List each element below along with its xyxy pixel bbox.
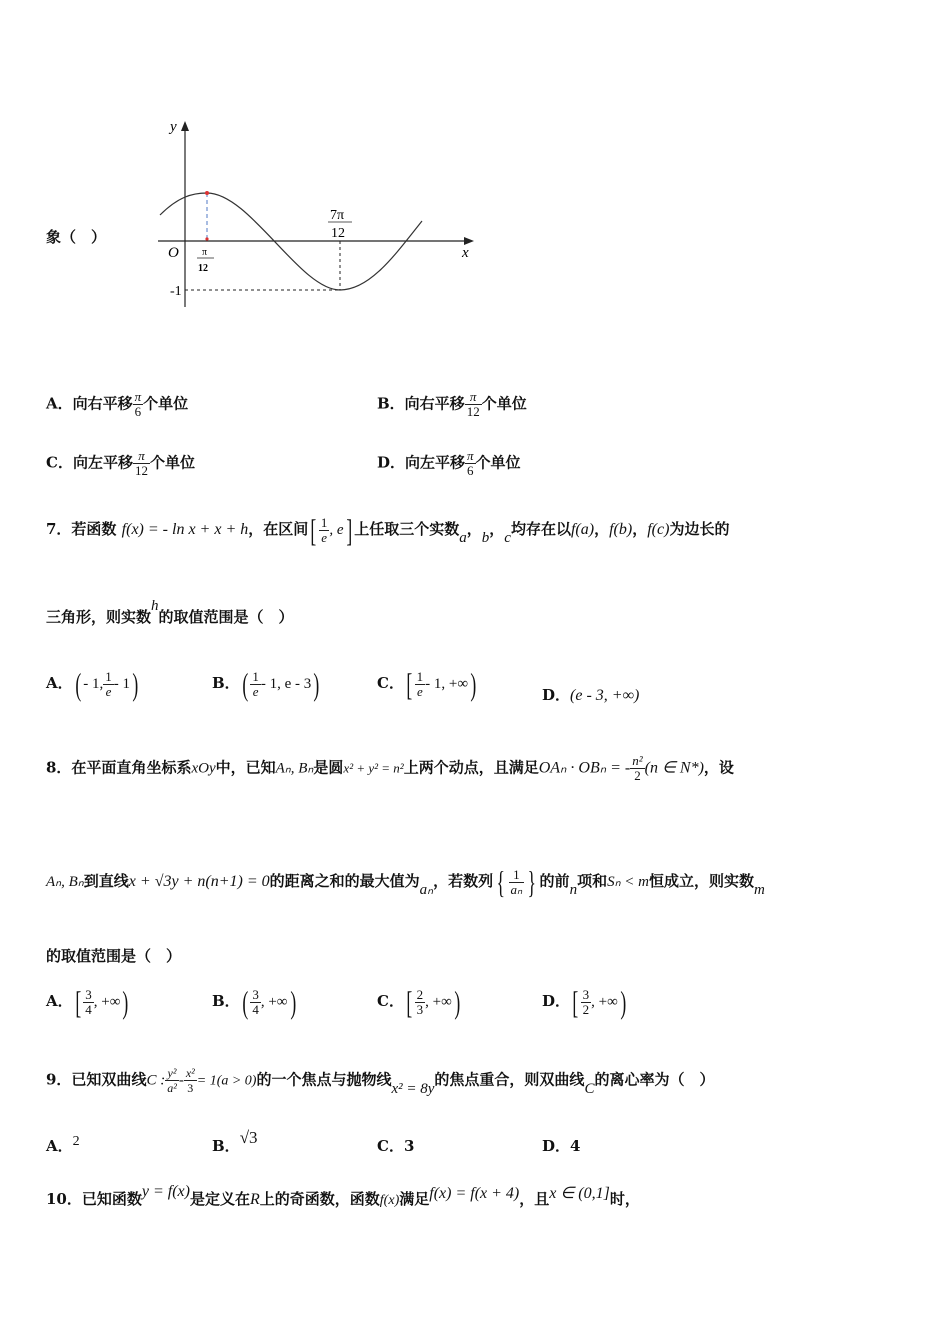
graph-prefix: 象（ ） <box>46 228 107 246</box>
y-axis-arrow <box>181 121 189 131</box>
q6-option-a[interactable]: A．向右平移 $\frac{\pi}{6}$ 个单位 <box>46 389 189 419</box>
q8-stem-line3: 的取值范围是（ ） <box>46 947 182 965</box>
x-label: x <box>462 245 469 261</box>
y-label: y <box>170 119 177 135</box>
q9-option-a[interactable]: A．2 <box>46 1134 80 1155</box>
min-label: -1 <box>170 284 182 299</box>
q9-option-c[interactable]: C．3 <box>377 1137 415 1155</box>
q9-stem: 9．已知双曲线C : $\frac{\text{y²}}{\text{a²}}$ - $\frac{\text{x²}}{3}$ = 1(a > 0)的一个焦点与抛物线x² = 8y的焦点重合，则双曲线C的离心率为（ ） <box>46 1066 715 1097</box>
q6-option-b[interactable]: B．向右平移 $\frac{\pi}{12}$ 个单位 <box>377 389 527 419</box>
q7-option-a[interactable]: A．( - 1, $\frac{1}{e}$ - 1) <box>46 666 139 702</box>
q8-option-b[interactable]: B．( $\frac{3}{4}$ , +∞) <box>212 984 296 1020</box>
x-axis-arrow <box>464 237 474 245</box>
q8-stem-line2: Aₙ, Bₙ到直线x + √3y + n(n+1) = 0的距离之和的最大值为aₙ，若数列 { $\frac{1}{\text{aₙ}}$ } 的前n项和Sₙ < m恒成立，则实数m <box>46 864 765 900</box>
q7-stem: 7．若函数 f(x) = - ln x + x + h，在区间[ $\frac{1}{e}$ , e] 上任取三个实数a，b，c均存在以f(a)，f(b)，f(c)为边长的 <box>46 512 730 548</box>
tick-bottom: 12 <box>198 263 208 274</box>
sine-graph <box>150 115 480 315</box>
peak-bottom: 12 <box>331 226 345 241</box>
q8-stem: 8．在平面直角坐标系xOy中，已知Aₙ, Bₙ是圆x² + y² = n²上两个动点，且满足OAₙ · OBₙ = - $\frac{\text{n²}}{2}$ (n ∈ N*)，设 <box>46 753 734 783</box>
q9-option-b[interactable]: B．√3 <box>212 1128 258 1155</box>
q7-stem-line2: 三角形，则实数h的取值范围是（ ） <box>46 598 294 626</box>
origin-label: O <box>168 245 179 261</box>
q7-option-c[interactable]: C．[ $\frac{1}{e}$ - 1, +∞) <box>377 666 477 702</box>
q8-option-d[interactable]: D．[ $\frac{3}{2}$ , +∞) <box>542 984 627 1020</box>
peak-top: 7π <box>330 208 345 223</box>
q10-stem: 10．已知函数y = f(x)是定义在R上的奇函数，函数f(x)满足f(x) = f(x + 4)，且x ∈ (0,1]时， <box>46 1183 640 1208</box>
tick-top: π <box>202 247 208 258</box>
q6-option-d[interactable]: D．向左平移 $\frac{\pi}{6}$ 个单位 <box>377 448 521 478</box>
q8-option-c[interactable]: C．[ $\frac{2}{3}$ , +∞) <box>377 984 461 1020</box>
q9-option-d[interactable]: D．4 <box>542 1137 581 1155</box>
q7-option-b[interactable]: B．( $\frac{1}{e}$ - 1, e - 3) <box>212 666 320 702</box>
q8-option-a[interactable]: A．[ $\frac{3}{4}$ , +∞) <box>46 984 129 1020</box>
q6-option-c[interactable]: C．向左平移 $\frac{\pi}{12}$ 个单位 <box>46 448 195 478</box>
tick-dot <box>205 237 208 240</box>
q7-option-d[interactable]: D．(e - 3, +∞) <box>542 686 640 704</box>
peak-dot <box>205 191 209 195</box>
